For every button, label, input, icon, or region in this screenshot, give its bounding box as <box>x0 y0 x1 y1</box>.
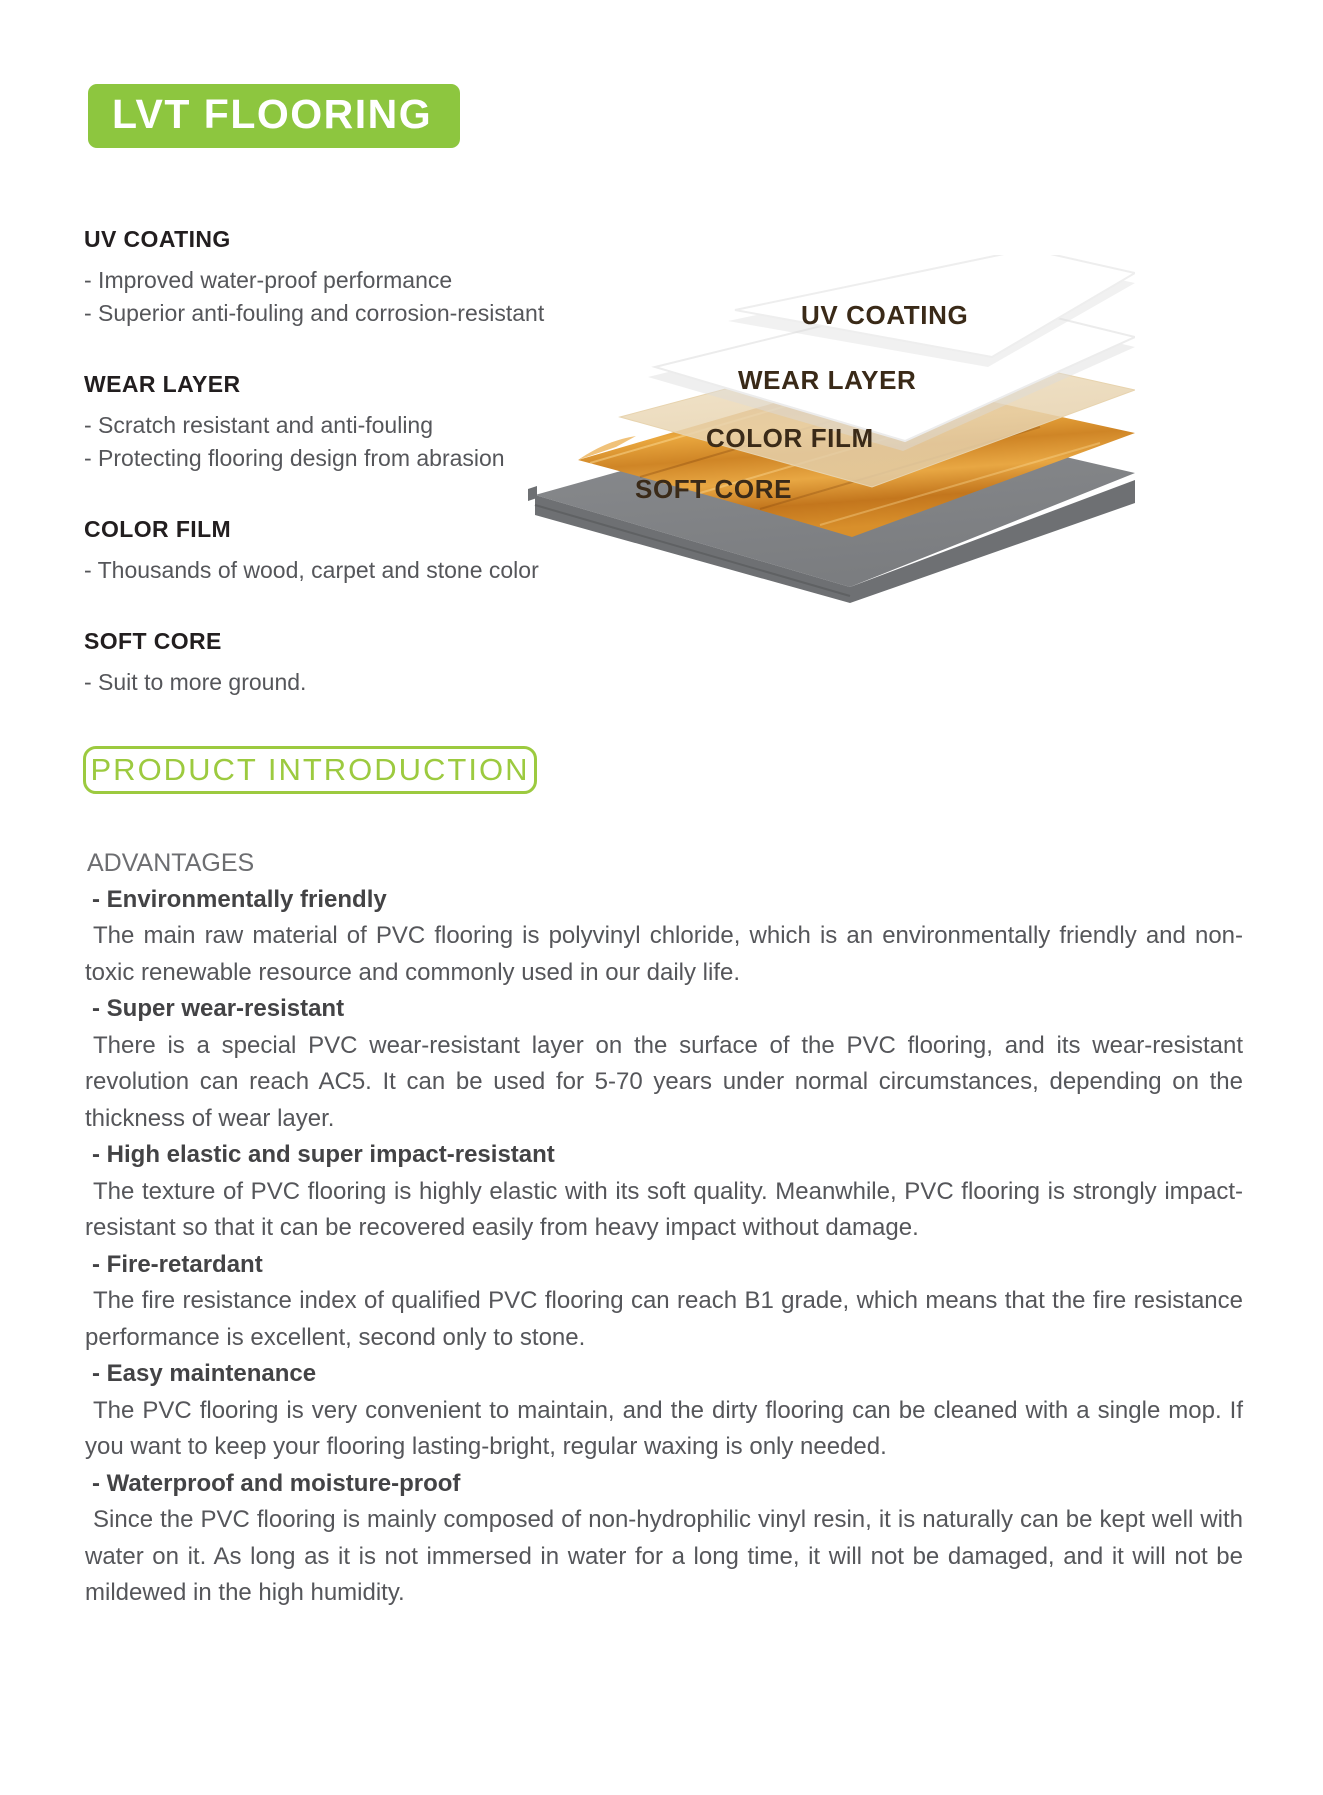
advantage-body: Since the PVC flooring is mainly composed of non-hydrophilic vinyl resin, it is naturally can be kept well with water on it. As long as it is not immersed in water for a long time, it will not be damaged, and it will not be mildewed in the high humidity. <box>85 1506 1243 1606</box>
section-heading: COLOR FILM <box>84 516 232 542</box>
advantage-title: - Fire-retardant <box>92 1250 263 1278</box>
flooring-layers-diagram <box>520 255 1135 603</box>
advantage-body: The main raw material of PVC flooring is polyvinyl chloride, which is an environmentally friendly and non-toxic renewable resource and commonly used in our daily life. <box>85 922 1243 986</box>
advantage-body: The fire resistance index of qualified PVC flooring can reach B1 grade, which means that the fire resistance performance is excellent, second only to stone. <box>85 1287 1243 1351</box>
wear-layer-section <box>84 371 562 475</box>
advantage-body: The texture of PVC flooring is highly elastic with its soft quality. Meanwhile, PVC flooring is strongly impact-resistant so that it can be recovered easily from heavy impact without damage. <box>85 1177 1243 1241</box>
diagram-label-wear-layer: WEAR LAYER <box>738 365 917 395</box>
advantage-title: - Easy maintenance <box>92 1360 317 1387</box>
uv-coating-section <box>84 226 562 330</box>
soft-core-section <box>84 628 562 699</box>
diagram-label-soft-core: SOFT CORE <box>635 474 793 504</box>
product-introduction-heading: PRODUCT INTRODUCTION <box>83 746 537 794</box>
section-bullet: - Superior anti-fouling and corrosion-resistant <box>84 300 545 326</box>
section-bullet: - Scratch resistant and anti-fouling <box>84 412 434 438</box>
advantage-body: The PVC flooring is very convenient to maintain, and the dirty flooring can be cleaned with a single mop. If you want to keep your flooring lasting-bright, regular waxing is only needed. <box>85 1396 1243 1460</box>
section-bullet: - Thousands of wood, carpet and stone color <box>84 557 539 583</box>
section-bullet: - Improved water-proof performance <box>84 267 453 293</box>
diagram-label-color-film: COLOR FILM <box>706 423 874 453</box>
advantage-body: There is a special PVC wear-resistant layer on the surface of the PVC flooring, and its wear-resistant revolution can reach AC5. It can be used for 5-70 years under normal circumstances, depending on the thickness of wear layer. <box>85 1031 1243 1132</box>
section-heading: SOFT CORE <box>84 628 222 654</box>
page-title-badge: LVT FLOORING <box>88 84 460 148</box>
section-bullet: - Protecting flooring design from abrasion <box>84 445 505 471</box>
advantages-block <box>85 845 1243 1612</box>
color-film-section <box>84 516 562 587</box>
diagram-label-uv-coating: UV COATING <box>801 300 969 330</box>
advantage-title: - High elastic and super impact-resistant <box>92 1141 555 1168</box>
section-bullet: - Suit to more ground. <box>84 669 307 695</box>
advantages-heading: ADVANTAGES <box>87 849 255 877</box>
advantage-title: - Waterproof and moisture-proof <box>92 1469 461 1497</box>
layer-descriptions <box>84 226 562 740</box>
section-heading: WEAR LAYER <box>84 371 241 397</box>
advantage-title: - Environmentally friendly <box>92 885 387 913</box>
advantage-title: - Super wear-resistant <box>92 995 345 1022</box>
section-heading: UV COATING <box>84 226 231 252</box>
